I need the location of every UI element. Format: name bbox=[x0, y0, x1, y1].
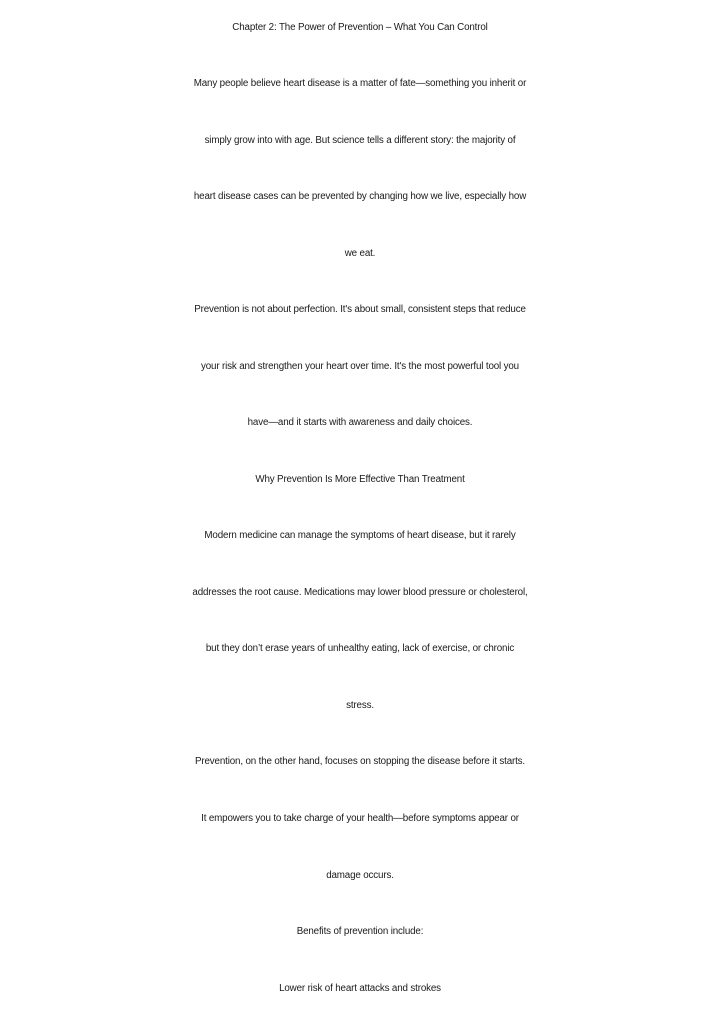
paragraph-3-line-4: stress. bbox=[346, 700, 374, 711]
paragraph-3-line-2: addresses the root cause. Medications may lower blood pressure or cholesterol, bbox=[192, 587, 528, 598]
paragraph-3-line-1: Modern medicine can manage the symptoms of heart disease, but it rarely bbox=[204, 530, 516, 541]
paragraph-1-line-3: heart disease cases can be prevented by changing how we live, especially how bbox=[193, 191, 527, 202]
paragraph-2-line-2: your risk and strengthen your heart over time. It's the most powerful tool you bbox=[201, 361, 519, 372]
paragraph-1-line-4: we eat. bbox=[344, 248, 376, 259]
paragraph-2-line-1: Prevention is not about perfection. It's about small, consistent steps that reduce bbox=[194, 304, 526, 315]
benefit-item: Lower risk of heart attacks and strokes bbox=[279, 983, 441, 994]
paragraph-2-line-3: have—and it starts with awareness and daily choices. bbox=[247, 417, 473, 428]
section-heading: Why Prevention Is More Effective Than Treatment bbox=[255, 474, 465, 485]
chapter-title: Chapter 2: The Power of Prevention – What You Can Control bbox=[232, 22, 488, 33]
paragraph-4-line-1: Prevention, on the other hand, focuses on stopping the disease before it starts. bbox=[194, 756, 526, 767]
benefits-intro: Benefits of prevention include: bbox=[296, 926, 424, 937]
paragraph-1-line-1: Many people believe heart disease is a matter of fate—something you inherit or bbox=[193, 78, 527, 89]
paragraph-3-line-3: but they don’t erase years of unhealthy eating, lack of exercise, or chronic bbox=[205, 643, 515, 654]
paragraph-4-line-2: It empowers you to take charge of your health—before symptoms appear or bbox=[201, 813, 519, 824]
paragraph-1-line-2: simply grow into with age. But science tells a different story: the majority of bbox=[204, 135, 516, 146]
paragraph-4-line-3: damage occurs. bbox=[326, 870, 394, 881]
